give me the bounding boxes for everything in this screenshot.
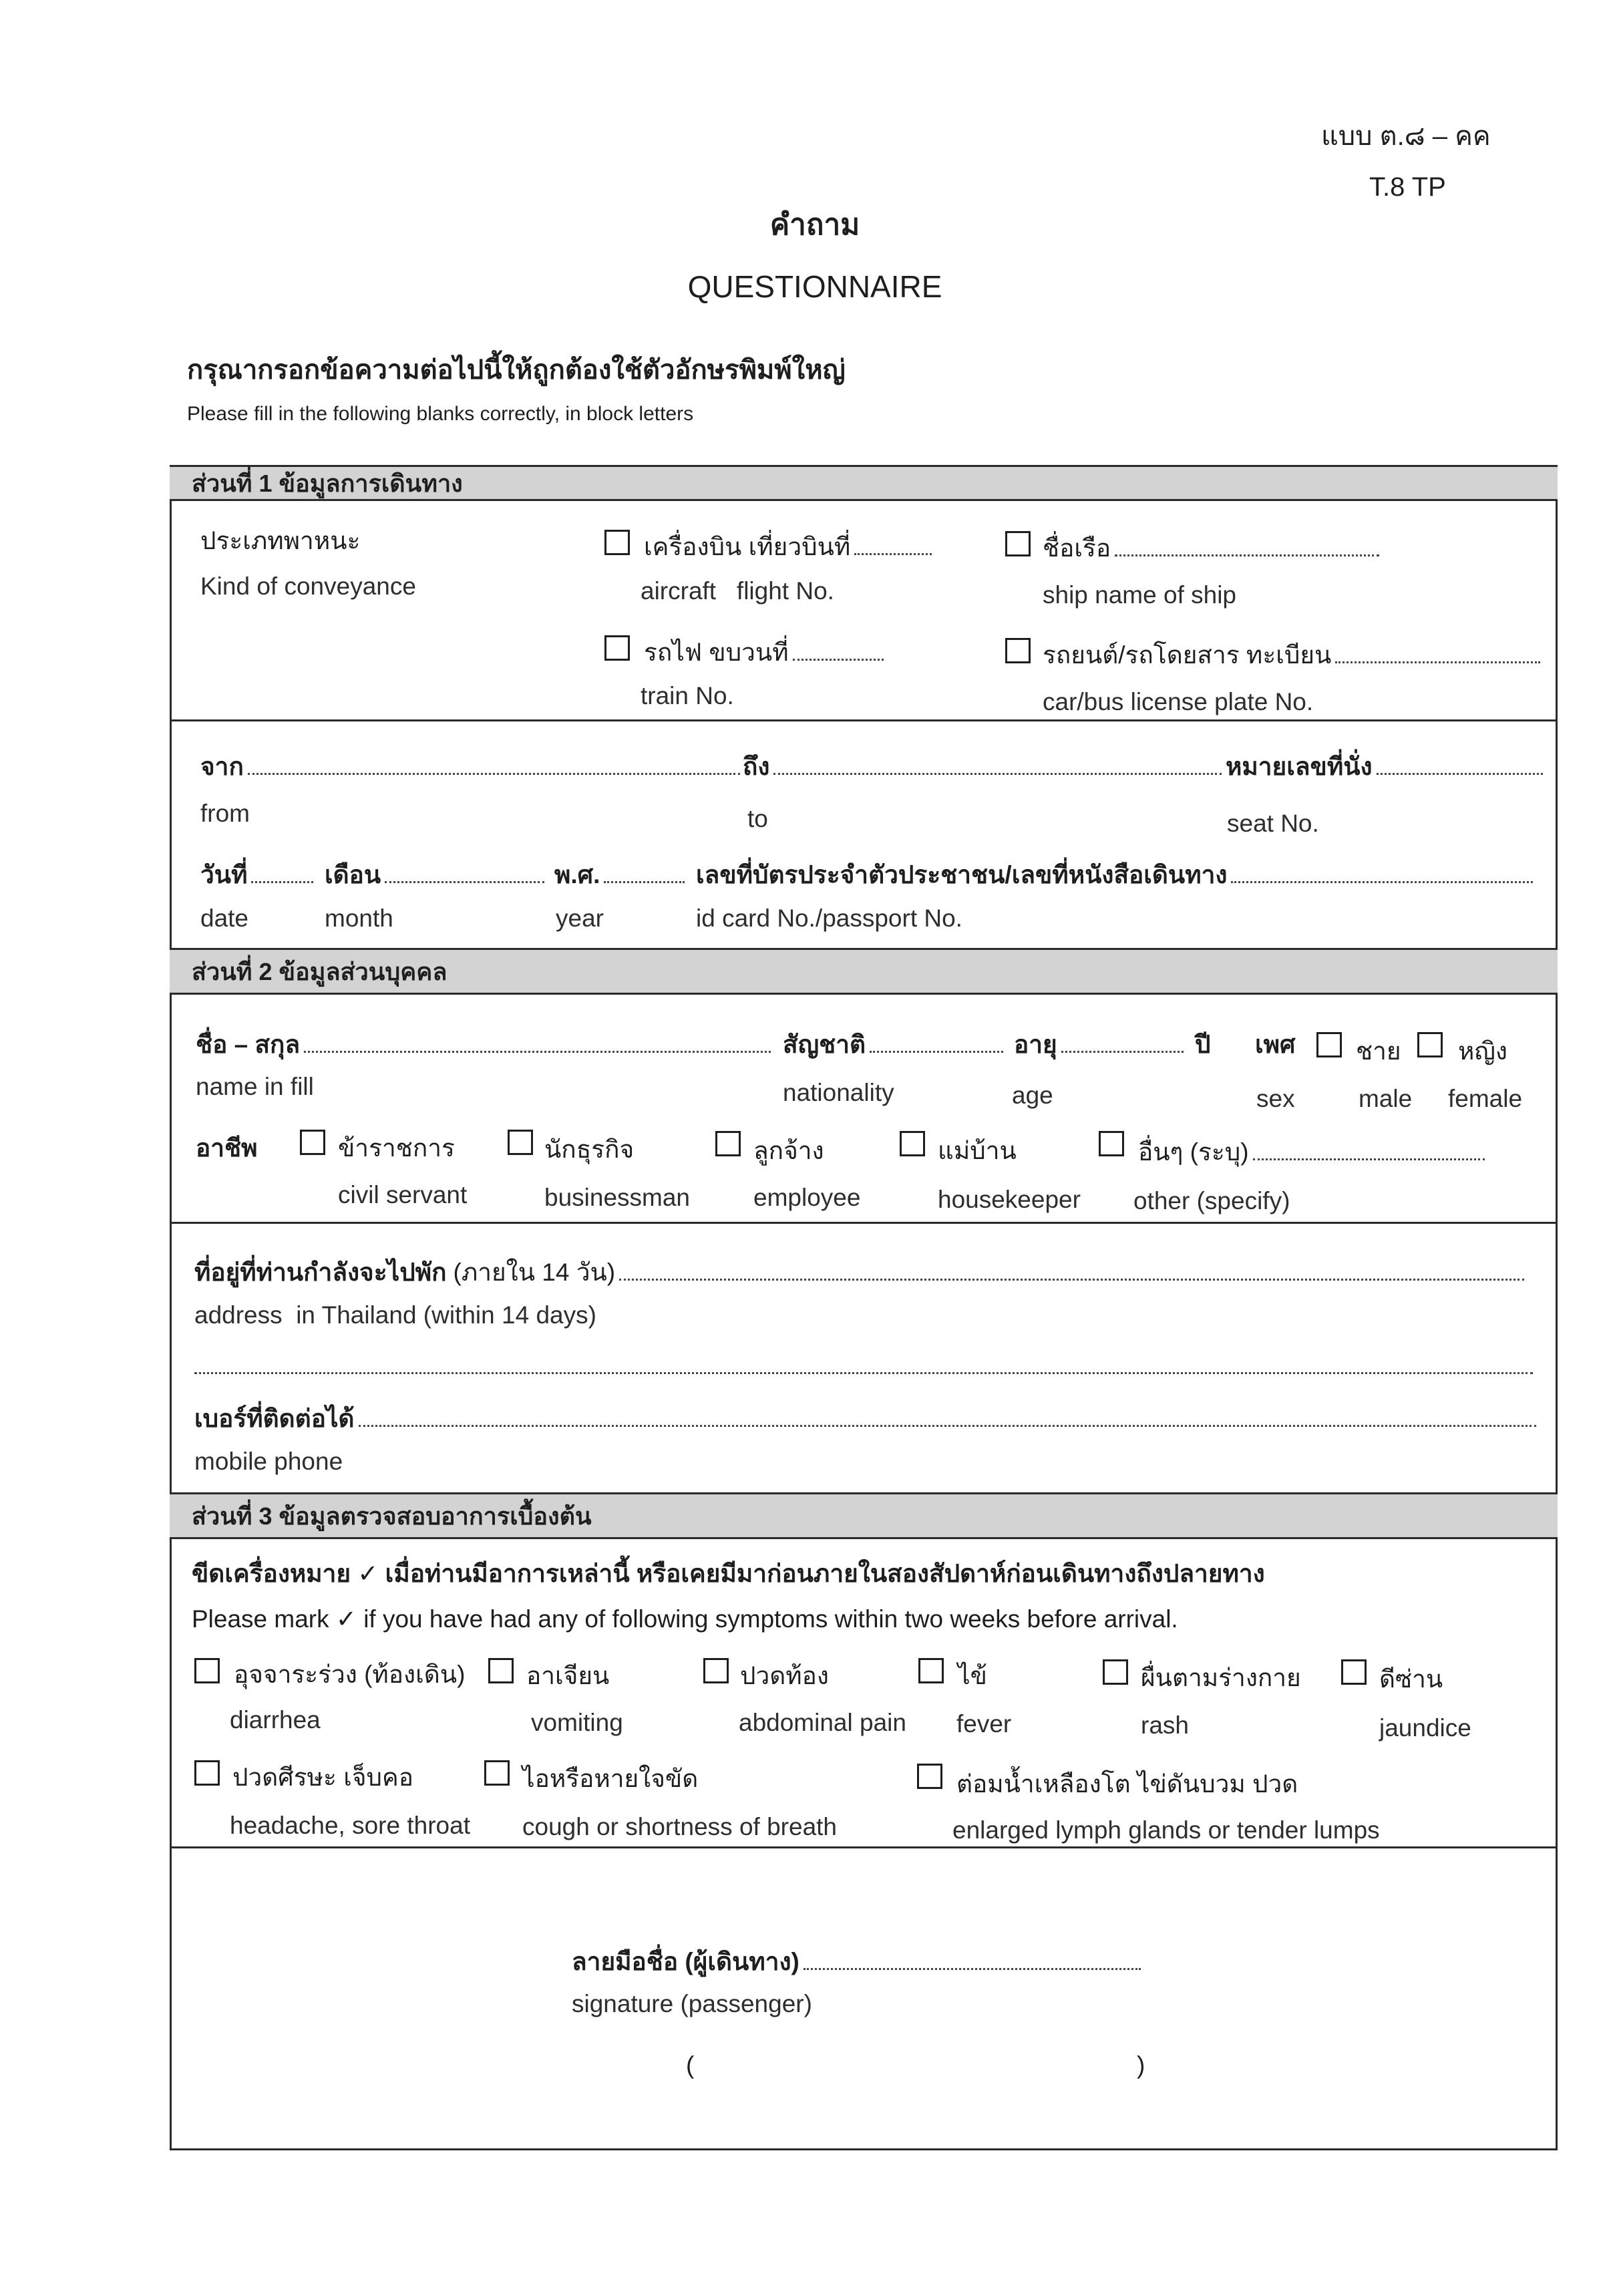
phone-blank[interactable] <box>359 1425 1536 1427</box>
month-field <box>325 860 544 890</box>
from-blank[interactable] <box>248 773 740 775</box>
age-field <box>1014 1030 1184 1059</box>
aircraft-field <box>644 532 932 562</box>
cough-label-thai: ไอหรือหายใจขัด <box>522 1765 699 1792</box>
employee-checkbox[interactable] <box>715 1131 741 1156</box>
other-occupation-blank[interactable] <box>1253 1158 1485 1160</box>
from-field <box>200 752 740 782</box>
address-blank[interactable] <box>619 1279 1524 1281</box>
headache-checkbox[interactable] <box>194 1760 220 1786</box>
rash-label: rash <box>1141 1711 1189 1739</box>
train-label: train No. <box>641 682 734 709</box>
employee-label-thai: ลูกจ้าง <box>753 1137 824 1164</box>
vomiting-label: vomiting <box>531 1709 623 1736</box>
abdominal-pain-label-thai: ปวดท้อง <box>740 1662 829 1689</box>
housekeeper-checkbox[interactable] <box>900 1131 925 1156</box>
conveyance-label: Kind of conveyance <box>200 572 416 600</box>
vomiting-label-thai: อาเจียน <box>526 1662 610 1689</box>
ship-label-thai: ชื่อเรือ <box>1043 534 1111 562</box>
train-field <box>644 638 884 667</box>
male-checkbox[interactable] <box>1316 1032 1342 1057</box>
lymph-glands-checkbox[interactable] <box>917 1764 942 1789</box>
address-label-thai: ที่อยู่ที่ท่านกำลังจะไปพัก <box>194 1259 447 1286</box>
jaundice-label: jaundice <box>1379 1714 1471 1742</box>
name-label: name in fill <box>196 1073 314 1100</box>
age-label-thai: อายุ <box>1014 1031 1057 1058</box>
businessman-label-thai: นักธุรกิจ <box>544 1136 635 1163</box>
to-field <box>743 752 1222 782</box>
divider <box>170 719 1558 721</box>
phone-field <box>194 1404 1536 1434</box>
aircraft-label-thai: เครื่องบิน เที่ยวบินที่ <box>644 533 851 560</box>
aircraft-label: aircraft flight No. <box>641 577 834 605</box>
female-label-thai: หญิง <box>1458 1037 1507 1065</box>
fever-checkbox[interactable] <box>918 1658 944 1683</box>
aircraft-checkbox[interactable] <box>604 530 630 555</box>
housekeeper-label: housekeeper <box>938 1186 1081 1213</box>
id-label-thai: เลขที่บัตรประจำตัวประชาชน/เลขที่หนังสือเดินทาง <box>696 861 1228 888</box>
rash-label-thai: ผื่นตามร่างกาย <box>1141 1664 1301 1691</box>
diarrhea-checkbox[interactable] <box>194 1658 220 1683</box>
printed-name-close-paren: ) <box>1137 2052 1145 2079</box>
id-label: id card No./passport No. <box>696 905 962 932</box>
diarrhea-label-thai: อุจจาระร่วง (ท้องเดิน) <box>234 1661 466 1688</box>
train-label-thai: รถไฟ ขบวนที่ <box>644 639 789 666</box>
month-label-thai: เดือน <box>325 861 381 888</box>
seat-label-thai: หมายเลขที่นั่ง <box>1226 753 1373 780</box>
signature-label: signature (passenger) <box>572 1990 812 2017</box>
section-2-title: ส่วนที่ 2 ข้อมูลส่วนบุคคล <box>192 957 448 985</box>
nationality-field <box>783 1030 1003 1059</box>
from-label: from <box>200 800 250 827</box>
housekeeper-label-thai: แม่บ้าน <box>938 1137 1017 1164</box>
to-label-thai: ถึง <box>743 753 770 780</box>
train-number-blank[interactable] <box>793 659 884 661</box>
sex-label-thai: เพศ <box>1255 1031 1296 1058</box>
section-3-title: ส่วนที่ 3 ข้อมูลตรวจสอบอาการเบื้องต้น <box>192 1502 592 1530</box>
license-plate-blank[interactable] <box>1335 661 1540 663</box>
id-field <box>696 860 1533 890</box>
signature-field <box>572 1947 1141 1977</box>
cough-checkbox[interactable] <box>484 1760 510 1786</box>
month-label: month <box>325 905 393 932</box>
date-label-thai: วันที่ <box>200 861 248 888</box>
other-occupation-label-thai: อื่นๆ (ระบุ) <box>1138 1138 1249 1166</box>
to-label: to <box>747 805 768 832</box>
car-bus-checkbox[interactable] <box>1005 638 1031 663</box>
jaundice-checkbox[interactable] <box>1341 1659 1367 1685</box>
address-note-thai: (ภายใน 14 วัน) <box>453 1259 616 1286</box>
businessman-label: businessman <box>544 1184 691 1211</box>
symptom-instruction-thai: ขีดเครื่องหมาย ✓ เมื่อท่านมีอาการเหล่านี้ หรือเคยมีมาก่อนภายในสองสัปดาห์ก่อนเดินทางถึงปลายทาง <box>192 1560 1265 1587</box>
conveyance-label-thai: ประเภทพาหนะ <box>200 527 361 554</box>
address-blank-line-2[interactable] <box>194 1372 1533 1374</box>
car-bus-field <box>1043 641 1540 670</box>
section-1-title: ส่วนที่ 1 ข้อมูลการเดินทาง <box>192 469 463 497</box>
seat-blank[interactable] <box>1377 773 1543 775</box>
section-3-header <box>170 1492 1558 1539</box>
divider <box>170 1846 1558 1848</box>
month-blank[interactable] <box>385 881 544 883</box>
headache-label-thai: ปวดศีรษะ เจ็บคอ <box>232 1764 413 1791</box>
nationality-label-thai: สัญชาติ <box>783 1031 866 1058</box>
other-occupation-checkbox[interactable] <box>1099 1131 1124 1156</box>
form-code-en: T.8 TP <box>1369 172 1446 202</box>
id-passport-blank[interactable] <box>1231 881 1533 883</box>
to-blank[interactable] <box>773 773 1222 775</box>
section-2-header <box>170 948 1558 995</box>
other-occupation-label: other (specify) <box>1133 1187 1290 1214</box>
page-title-thai: คำถาม <box>769 208 860 241</box>
age-blank[interactable] <box>1061 1051 1184 1053</box>
address-label: address in Thailand (within 14 days) <box>194 1301 596 1329</box>
year-label-thai: พ.ศ. <box>554 861 600 888</box>
age-label: age <box>1012 1082 1053 1109</box>
signature-label-thai: ลายมือชื่อ (ผู้เดินทาง) <box>572 1948 799 1975</box>
page-title: QUESTIONNAIRE <box>687 269 942 304</box>
divider <box>170 1222 1558 1224</box>
name-label-thai: ชื่อ – สกุล <box>196 1031 301 1058</box>
rash-checkbox[interactable] <box>1103 1659 1128 1685</box>
employee-label: employee <box>753 1184 861 1211</box>
other-occupation-field <box>1138 1138 1485 1167</box>
symptom-instruction: Please mark ✓ if you have had any of following symptoms within two weeks before arrival. <box>192 1605 1178 1633</box>
nationality-blank[interactable] <box>870 1051 1003 1053</box>
instruction-thai: กรุณากรอกข้อความต่อไปนี้ให้ถูกต้องใช้ตัวอักษรพิมพ์ใหญ่ <box>187 355 846 385</box>
female-checkbox[interactable] <box>1417 1032 1443 1057</box>
form-code: แบบ ต.๘ – คค <box>1321 122 1491 151</box>
ship-label: ship name of ship <box>1043 581 1237 609</box>
cough-label: cough or shortness of breath <box>522 1813 838 1840</box>
year-blank[interactable] <box>604 881 685 883</box>
businessman-checkbox[interactable] <box>508 1130 533 1155</box>
male-label-thai: ชาย <box>1356 1037 1401 1065</box>
section-1-header <box>170 465 1558 501</box>
civil-servant-label: civil servant <box>338 1181 468 1208</box>
year-label: year <box>556 905 604 932</box>
ship-field <box>1043 534 1379 563</box>
car-bus-label: car/bus license plate No. <box>1043 688 1314 715</box>
ship-checkbox[interactable] <box>1005 531 1031 556</box>
vomiting-checkbox[interactable] <box>488 1658 514 1683</box>
phone-label-thai: เบอร์ที่ติดต่อได้ <box>194 1405 355 1432</box>
age-unit: ปี <box>1195 1031 1211 1058</box>
name-field <box>196 1030 771 1059</box>
signature-blank[interactable] <box>803 1968 1141 1970</box>
female-label: female <box>1448 1085 1523 1112</box>
flight-number-blank[interactable] <box>854 553 932 555</box>
nationality-label: nationality <box>783 1079 894 1106</box>
instruction-english: Please fill in the following blanks correctly, in block letters <box>187 403 694 425</box>
lymph-glands-label-thai: ต่อมน้ำเหลืองโต ไข่ดันบวม ปวด <box>956 1770 1298 1798</box>
phone-label: mobile phone <box>194 1448 343 1475</box>
abdominal-pain-label: abdominal pain <box>739 1709 906 1736</box>
male-label: male <box>1359 1085 1413 1112</box>
from-label-thai: จาก <box>200 753 244 780</box>
date-field <box>200 860 313 890</box>
civil-servant-checkbox[interactable] <box>300 1130 325 1155</box>
car-bus-label-thai: รถยนต์/รถโดยสาร ทะเบียน <box>1043 641 1332 669</box>
abdominal-pain-checkbox[interactable] <box>703 1658 729 1683</box>
name-blank[interactable] <box>304 1051 771 1053</box>
jaundice-label-thai: ดีซ่าน <box>1379 1665 1443 1693</box>
lymph-glands-label: enlarged lymph glands or tender lumps <box>952 1816 1380 1844</box>
occupation-label-thai: อาชีพ <box>196 1134 258 1162</box>
printed-name-open-paren: ( <box>686 2052 695 2079</box>
year-field <box>554 860 685 890</box>
ship-name-blank[interactable] <box>1115 554 1379 556</box>
civil-servant-label-thai: ข้าราชการ <box>338 1134 455 1162</box>
fever-label: fever <box>956 1710 1012 1738</box>
date-label: date <box>200 905 249 932</box>
headache-label: headache, sore throat <box>230 1812 470 1839</box>
sex-label: sex <box>1256 1085 1295 1112</box>
train-checkbox[interactable] <box>604 635 630 661</box>
fever-label-thai: ไข้ <box>958 1662 987 1689</box>
address-field <box>194 1258 1524 1287</box>
seat-label: seat No. <box>1227 810 1319 837</box>
date-blank[interactable] <box>251 881 313 883</box>
seat-field <box>1226 752 1543 782</box>
diarrhea-label: diarrhea <box>230 1706 321 1734</box>
